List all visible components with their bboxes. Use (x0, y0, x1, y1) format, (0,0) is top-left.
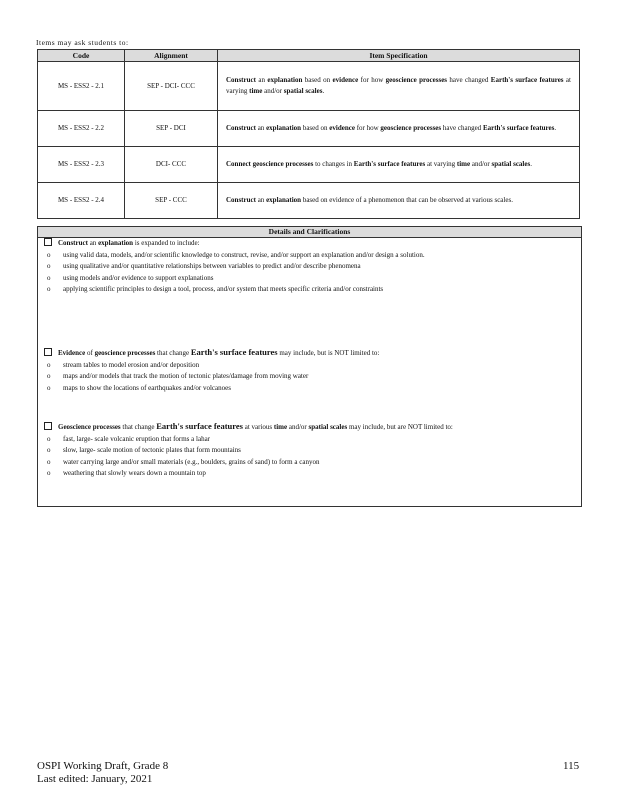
footer-grade: Grade 8 (133, 760, 169, 772)
section-lead: Geoscience processes that change Earth's surface features at various time and/or spatial scales may include, but are NOT limited to: (44, 421, 574, 434)
checkbox-bullet-icon (44, 238, 52, 246)
section-lead: Evidence of geoscience processes that change Earth's surface features may include, but is NOT limited to: (44, 347, 574, 360)
details-box (37, 237, 582, 507)
details-section-geoscience (44, 421, 574, 480)
circle-bullet-icon: o (47, 285, 51, 293)
table-row (38, 147, 580, 183)
list-item: o maps to show the locations of earthquakes and/or volcanoes (44, 383, 574, 395)
list-item: o using valid data, models, and/or scientific knowledge to construct, revise, and/or support an explanation and/or design a solution. (44, 250, 574, 262)
code-cell: MS - ESS2 - 2.1 (38, 62, 125, 111)
code-cell: MS - ESS2 - 2.4 (38, 183, 125, 219)
circle-bullet-icon: o (47, 273, 51, 282)
section-lead: Construct an explanation is expanded to include: (44, 238, 574, 250)
details-header: Details and Clarifications (37, 226, 582, 238)
list-item: o maps and/or models that track the motion of tectonic plates/damage from moving water (44, 371, 574, 383)
table-header-row (38, 50, 580, 62)
footer-last-edited: Last edited: January, 2021 (37, 773, 153, 785)
circle-bullet-icon: o (47, 446, 51, 454)
intro-text: Items may ask students to: (36, 38, 129, 47)
list-item: o stream tables to model erosion and/or deposition (44, 360, 574, 372)
footer-info: OSPI Working Draft, Grade 8 Last edited: January, 2021 (37, 760, 169, 785)
alignment-cell: SEP - DCI- CCC (125, 62, 218, 111)
alignment-cell: DCI- CCC (125, 147, 218, 183)
checkbox-bullet-icon (44, 348, 52, 356)
table-row (38, 111, 580, 147)
spec-cell: Construct an explanation based on evidence of a phenomenon that can be observed at various scales. (218, 183, 580, 219)
circle-bullet-icon: o (47, 383, 51, 392)
spec-cell: Connect geoscience processes to changes in Earth's surface features at varying time and/or spatial scales. (218, 147, 580, 183)
list-item: o fast, large- scale volcanic eruption that forms a lahar (44, 434, 574, 446)
page-number: 115 (563, 760, 580, 772)
table-row (38, 62, 580, 111)
list-item: o using models and/or evidence to support explanations (44, 273, 574, 285)
alignment-cell: SEP - CCC (125, 183, 218, 219)
circle-bullet-icon: o (47, 469, 51, 477)
list-item: o applying scientific principles to design a tool, process, and/or system that meets specific criteria and/or constraints (44, 284, 574, 296)
circle-bullet-icon: o (47, 372, 51, 380)
list-item: o using qualitative and/or quantitative relationships between variables to predict and/or describe phenomena (44, 261, 574, 273)
header-item-spec: Item Specification (218, 50, 580, 62)
circle-bullet-icon: o (47, 434, 51, 443)
details-section-construct (44, 238, 574, 296)
header-code: Code (38, 50, 125, 62)
circle-bullet-icon: o (47, 360, 51, 369)
list-item: o weathering that slowly wears down a mountain top (44, 468, 574, 480)
spec-cell: Construct an explanation based on evidence for how geoscience processes have changed Earth's surface features. (218, 111, 580, 147)
code-cell: MS - ESS2 - 2.2 (38, 111, 125, 147)
spec-cell: Construct an explanation based on evidence for how geoscience processes have changed Earth's surface features at varying time and/or spatial scales. (218, 62, 580, 111)
code-cell: MS - ESS2 - 2.3 (38, 147, 125, 183)
list-item: o water carrying large and/or small materials (e.g., boulders, grains of sand) to form a canyon (44, 457, 574, 469)
details-section-evidence (44, 347, 574, 394)
alignment-cell: SEP - DCI (125, 111, 218, 147)
footer-draft-label: OSPI Working Draft (37, 760, 128, 772)
checkbox-bullet-icon (44, 422, 52, 430)
circle-bullet-icon: o (47, 457, 51, 466)
table-row (38, 183, 580, 219)
list-item: o slow, large- scale motion of tectonic plates that form mountains (44, 445, 574, 457)
circle-bullet-icon: o (47, 262, 51, 270)
spec-table (37, 49, 580, 219)
circle-bullet-icon: o (47, 250, 51, 259)
header-alignment: Alignment (125, 50, 218, 62)
